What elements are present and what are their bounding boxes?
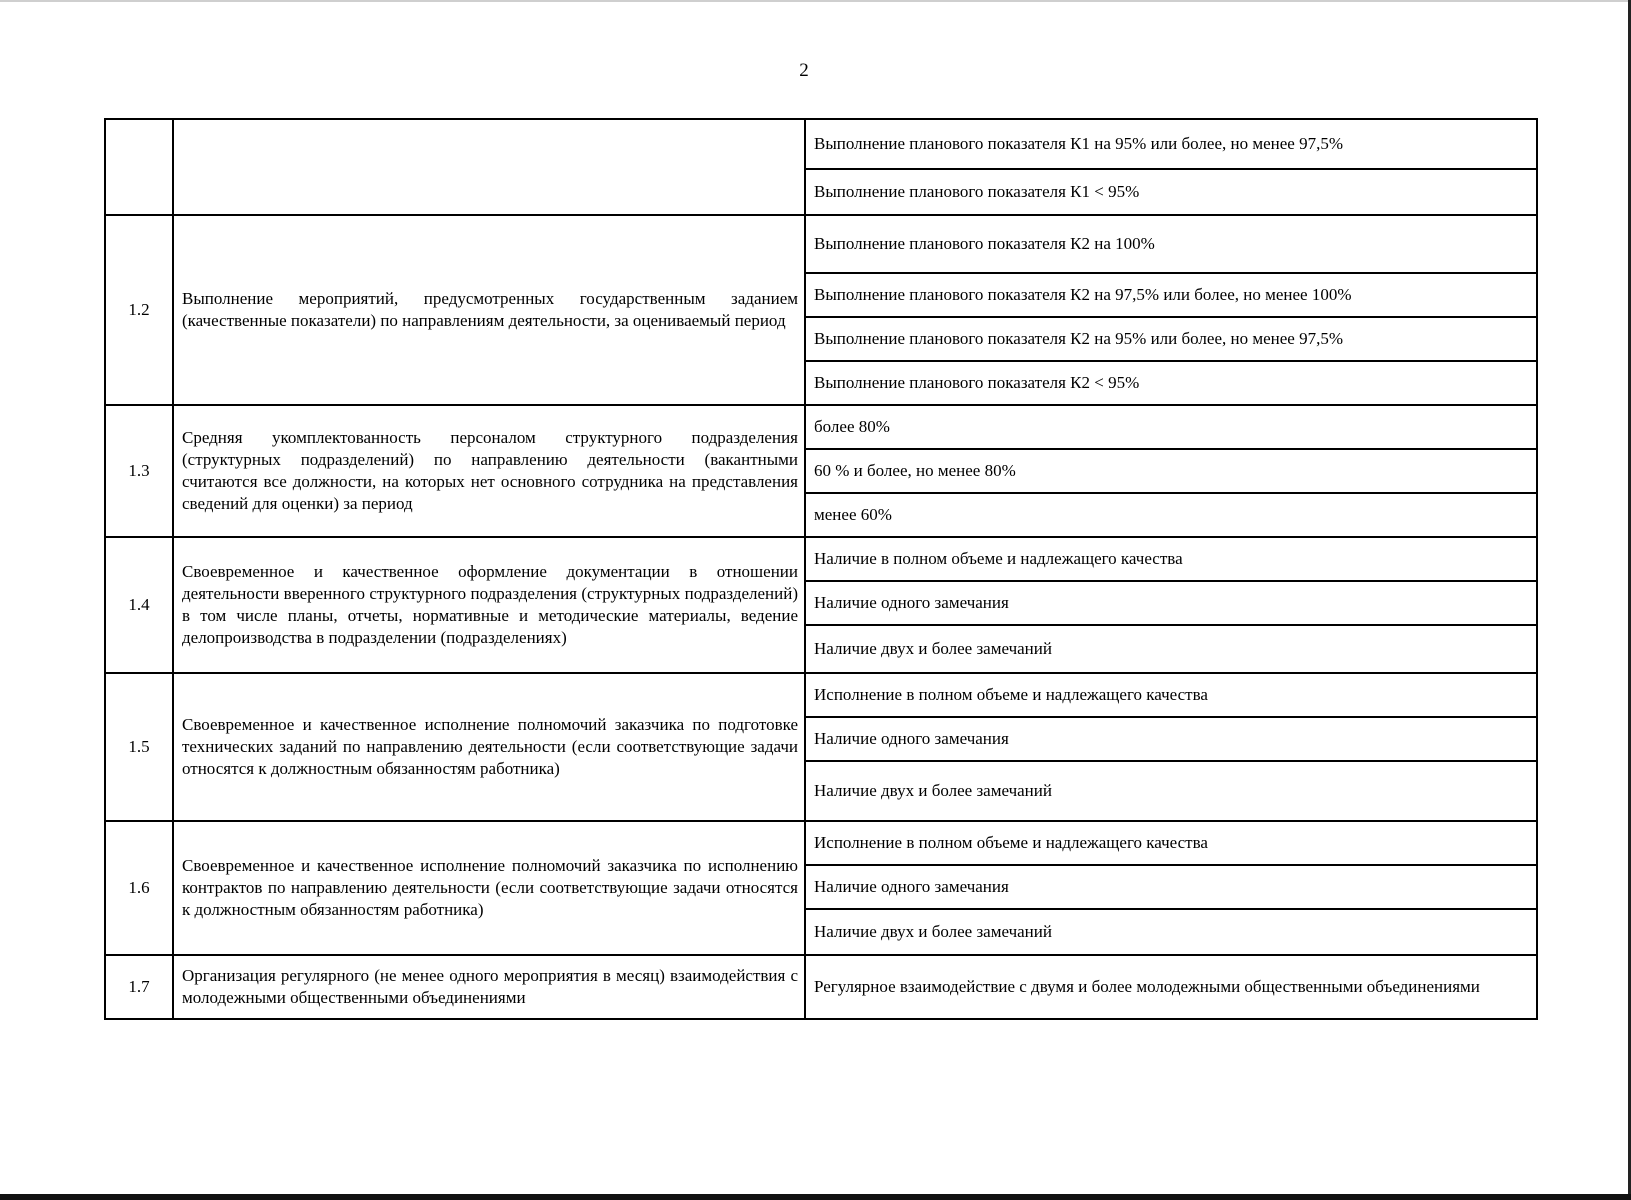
- value-cell: Наличие одного замечания: [805, 581, 1537, 625]
- criterion-text: [173, 119, 805, 215]
- criterion-text: [173, 955, 805, 1019]
- criterion-text: [173, 405, 805, 537]
- value-cell: Наличие в полном объеме и надлежащего качества: [805, 537, 1537, 581]
- table-row: [105, 673, 1537, 717]
- value-cell: Исполнение в полном объеме и надлежащего качества: [805, 821, 1537, 865]
- row-number: 1.6: [105, 821, 173, 955]
- criterion-label: Выполнение мероприятий, предусмотренных государственным заданием (качественные показатели) по направлениям деятельности, за оцениваемый период: [182, 289, 798, 330]
- row-number: 1.4: [105, 537, 173, 673]
- value-cell: менее 60%: [805, 493, 1537, 537]
- value-cell: Выполнение планового показателя К2 на 95% или более, но менее 97,5%: [805, 317, 1537, 361]
- row-number: [105, 119, 173, 215]
- criterion-label: Своевременное и качественное исполнение полномочий заказчика по подготовке технических заданий по направлению деятельности (если соответствующие задачи относятся к должностным обязанностям работника): [182, 715, 798, 778]
- value-cell: Выполнение планового показателя К1 < 95%: [805, 169, 1537, 215]
- criterion-label: Средняя укомплектованность персоналом структурного подразделения (структурных подразделений) по направлению деятельности (вакантными считаются все должности, на которых нет основного сотрудника на представления сведений для оценки) за период: [182, 428, 798, 513]
- value-cell: Выполнение планового показателя К2 на 100%: [805, 215, 1537, 273]
- criterion-text: [173, 537, 805, 673]
- value-cell: Наличие двух и более замечаний: [805, 625, 1537, 673]
- table-row: [105, 537, 1537, 581]
- scan-edge-top: [0, 0, 1631, 2]
- value-cell: Исполнение в полном объеме и надлежащего качества: [805, 673, 1537, 717]
- value-cell: Выполнение планового показателя К1 на 95% или более, но менее 97,5%: [805, 119, 1537, 169]
- scan-edge-bottom: [0, 1194, 1631, 1200]
- value-cell: Наличие одного замечания: [805, 717, 1537, 761]
- criterion-label: Своевременное и качественное исполнение полномочий заказчика по исполнению контрактов по направлению деятельности (если соответствующие задачи относятся к должностным обязанностям работника): [182, 856, 798, 919]
- criteria-table: [104, 118, 1538, 1020]
- table-row: [105, 955, 1537, 1019]
- value-cell: Наличие двух и более замечаний: [805, 761, 1537, 821]
- table-row: [105, 215, 1537, 273]
- row-number: 1.7: [105, 955, 173, 1019]
- value-cell: Регулярное взаимодействие с двумя и более молодежными общественными объединениями: [805, 955, 1537, 1019]
- criterion-label: Своевременное и качественное оформление документации в отношении деятельности вверенного структурного подразделения (структурных подразделений) в том числе планы, отчеты, нормативные и методические материалы, ведение делопроизводства в подразделении (подразделениях): [182, 562, 798, 647]
- row-number: 1.2: [105, 215, 173, 405]
- value-cell: 60 % и более, но менее 80%: [805, 449, 1537, 493]
- value-cell: Выполнение планового показателя К2 на 97,5% или более, но менее 100%: [805, 273, 1537, 317]
- value-cell: Наличие одного замечания: [805, 865, 1537, 909]
- value-cell: более 80%: [805, 405, 1537, 449]
- criterion-text: [173, 821, 805, 955]
- criterion-text: [173, 215, 805, 405]
- value-cell: Наличие двух и более замечаний: [805, 909, 1537, 955]
- table-row: [105, 405, 1537, 449]
- page-number: 2: [799, 60, 809, 81]
- value-cell: Выполнение планового показателя К2 < 95%: [805, 361, 1537, 405]
- table-row: [105, 119, 1537, 169]
- row-number: 1.5: [105, 673, 173, 821]
- criterion-label: Организация регулярного (не менее одного мероприятия в месяц) взаимодействия с молодежными общественными объединениями: [182, 966, 798, 1007]
- criterion-text: [173, 673, 805, 821]
- row-number: 1.3: [105, 405, 173, 537]
- table-row: [105, 821, 1537, 865]
